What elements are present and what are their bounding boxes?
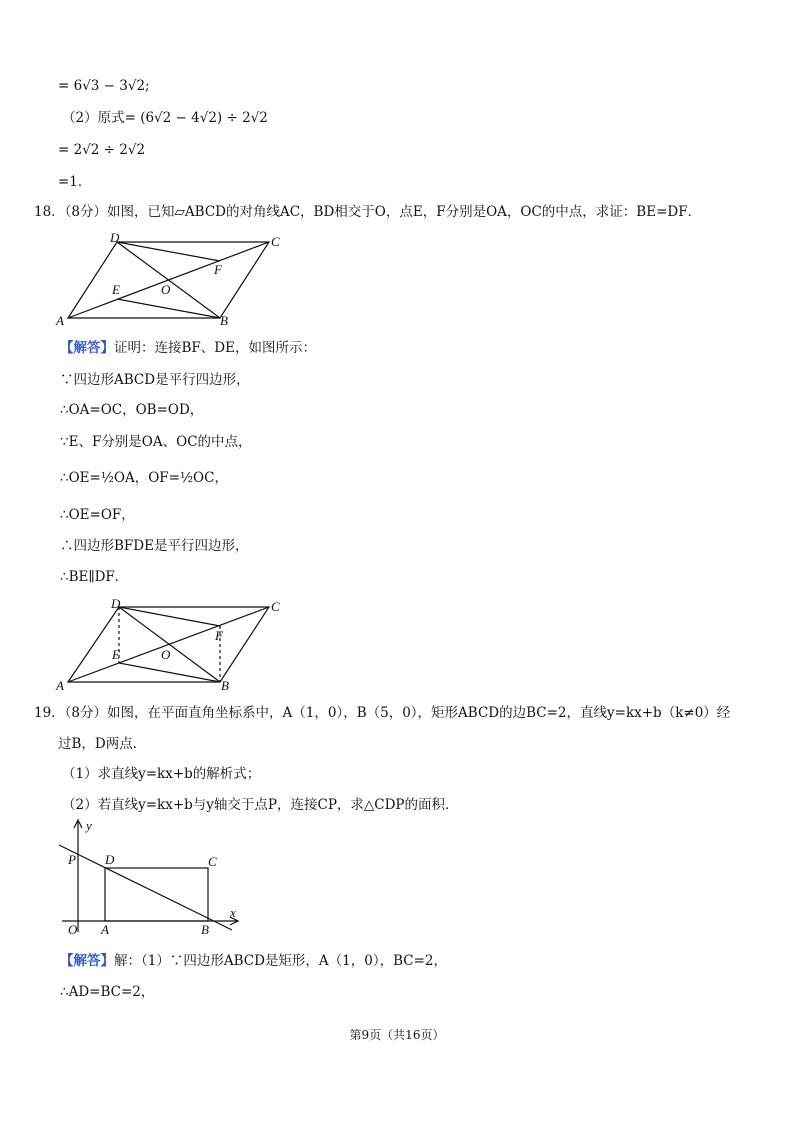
question-19-line-1: 19．（8分）如图，在平面直角坐标系中，A（1，0），B（5，0），矩形ABCD的边BC=2，直线y=kx+b（k≠0）经 — [34, 705, 731, 721]
answer-18-line-6: ∴OE=OF， — [60, 507, 135, 523]
question-18: 18．（8分）如图，已知▱ABCD的对角线AC，BD相交于O，点E，F分别是OA，OC的中点，求证：BE=DF． — [34, 204, 702, 220]
label-D: D — [111, 596, 121, 611]
calc-line-3: = 2√2 ÷ 2√2 — [58, 142, 146, 158]
figure-parallelogram-2 — [54, 596, 294, 692]
label-C: C — [208, 854, 217, 869]
answer-text: 证明：连接BF、DE，如图所示： — [114, 340, 316, 356]
label-A: A — [101, 922, 109, 937]
label-D: D — [105, 852, 115, 867]
answer-19-line-2: ∴AD=BC=2， — [60, 984, 155, 1000]
answer-18-line-3: ∴OA=OC，OB=OD， — [60, 402, 204, 418]
label-C: C — [271, 234, 280, 249]
question-19-line-4: （2）若直线y=kx+b与y轴交于点P，连接CP，求△CDP的面积． — [62, 797, 459, 813]
answer-18-line-8: ∴BE∥DF． — [60, 569, 129, 585]
label-F: F — [215, 628, 223, 643]
label-C: C — [271, 599, 280, 614]
answer-19-line-1 — [60, 951, 447, 971]
label-O: O — [68, 922, 78, 937]
label-O: O — [161, 282, 171, 297]
label-E: E — [112, 282, 120, 297]
label-A: A — [56, 313, 64, 328]
figure-parallelogram-1 — [54, 230, 294, 330]
figure-coordinate-plane — [54, 816, 254, 940]
calc-line-4: =1． — [58, 174, 92, 190]
calc-line-1: = 6√3 − 3√2; — [58, 78, 150, 94]
answer-18-line-1 — [60, 338, 316, 358]
label-D: D — [110, 230, 120, 245]
answer-tag: 【解答】 — [60, 340, 114, 356]
answer-18-line-7: ∴四边形BFDE是平行四边形， — [60, 538, 249, 554]
label-B: B — [221, 678, 229, 692]
label-x: x — [230, 905, 236, 920]
answer-text: 解：（1）∵四边形ABCD是矩形，A（1，0），BC=2， — [114, 953, 447, 969]
label-B: B — [220, 313, 228, 328]
question-19-line-2: 过B，D两点． — [58, 736, 147, 752]
label-O: O — [161, 647, 171, 662]
answer-18-line-2: ∵四边形ABCD是平行四边形， — [60, 372, 250, 388]
answer-18-line-5: ∴OE=½OA，OF=½OC， — [60, 470, 228, 486]
calc-line-2: （2）原式= (6√2 − 4√2) ÷ 2√2 — [62, 110, 268, 126]
label-A: A — [56, 678, 64, 692]
answer-18-line-4: ∵E、F分别是OA、OC的中点， — [60, 434, 252, 450]
label-B: B — [201, 922, 209, 937]
label-P: P — [68, 852, 76, 867]
label-y: y — [86, 818, 92, 833]
label-E: E — [112, 647, 120, 662]
label-F: F — [214, 262, 222, 277]
answer-tag: 【解答】 — [60, 953, 114, 969]
question-19-line-3: （1）求直线y=kx+b的解析式； — [62, 766, 261, 782]
page-footer: 第9页（共16页） — [349, 1028, 445, 1042]
